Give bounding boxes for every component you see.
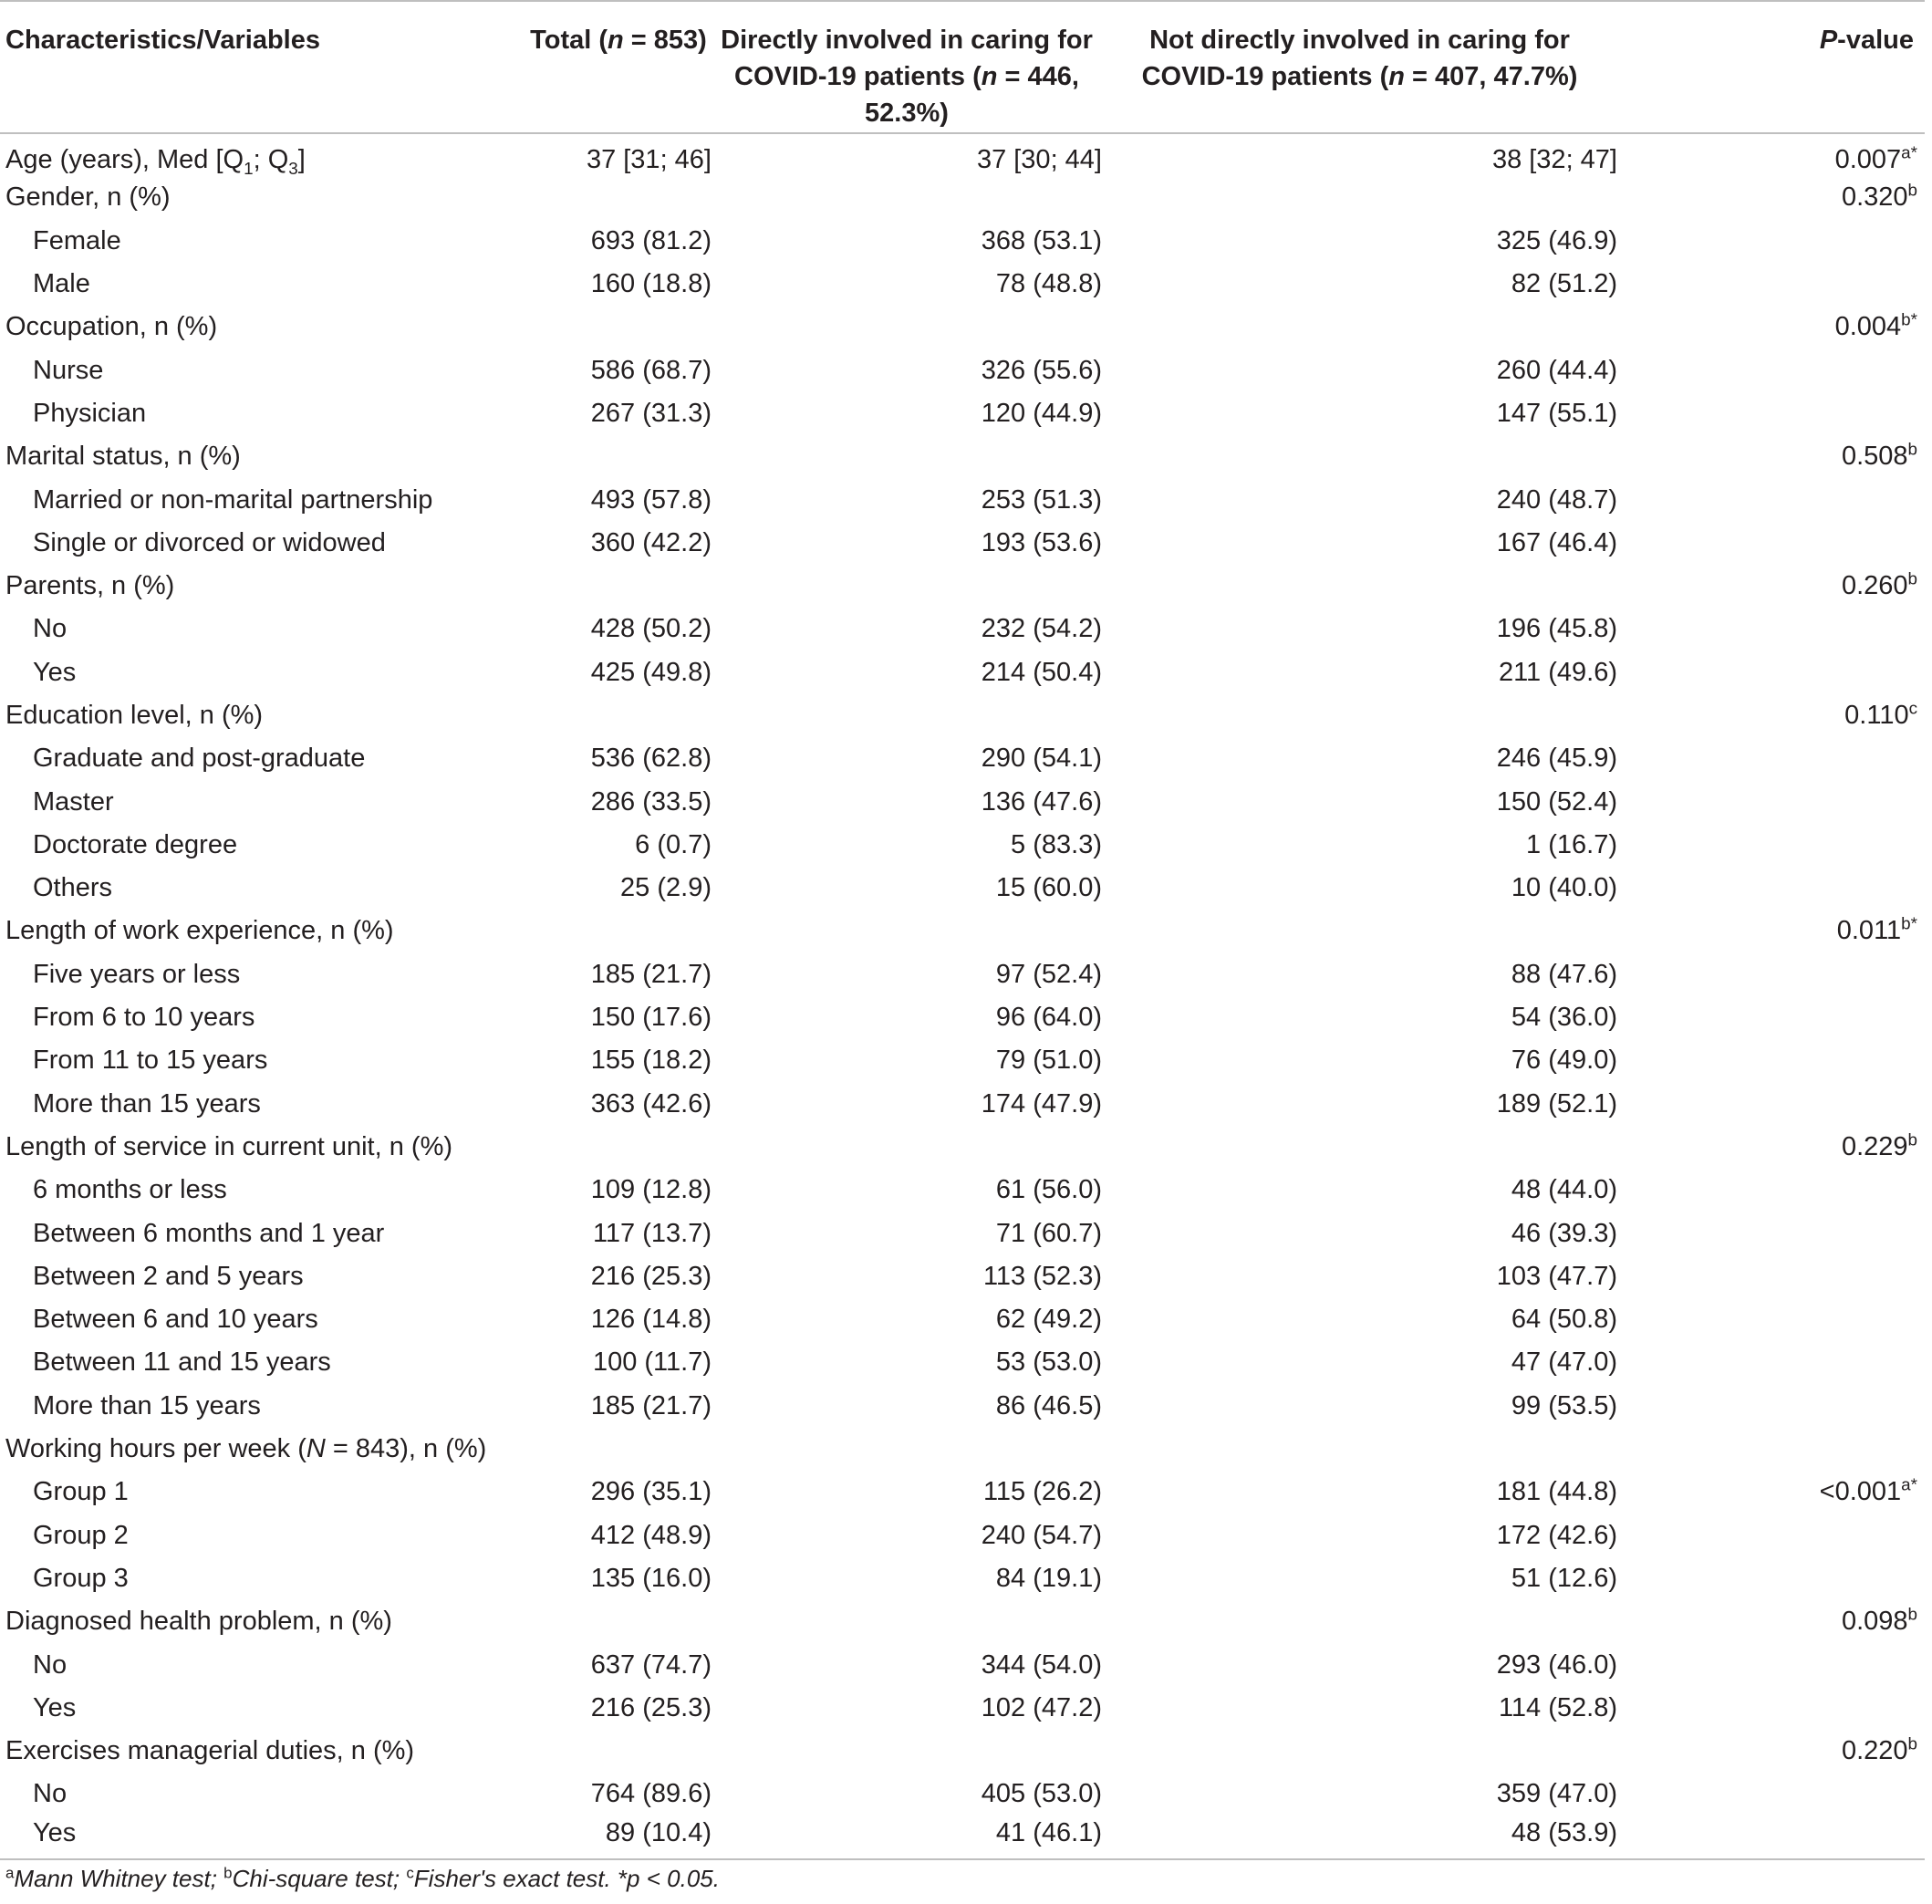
cell-not-direct: 1 (16.7) [1526,829,1617,859]
cell-total: 185 (21.7) [590,1390,712,1420]
cell-not-direct: 54 (36.0) [1511,1003,1617,1033]
cell-p-value: 0.110$^c$ [1844,698,1917,730]
row-sublabel: Physician [33,398,147,428]
header-directly-involved: Directly involved in caring for COVID-19 patients (n = 446, 52.3%) [712,1,1102,133]
cell-direct [712,435,1102,478]
table-row [0,1471,1925,1514]
cell-total: 586 (68.7) [590,355,712,385]
table-row [0,910,1925,952]
cell-direct: 368 (53.1) [981,225,1102,255]
cell-direct: 240 (54.7) [981,1520,1102,1550]
cell-total [525,565,712,608]
cell-p-value: 0.098$^b$ [1841,1604,1917,1637]
cell-not-direct: 211 (49.6) [1498,657,1617,687]
cell-p-value [1617,651,1925,694]
cell-direct [712,306,1102,349]
cell-p-value [1617,1039,1925,1082]
cell-direct: 405 (53.0) [981,1779,1102,1809]
cell-p-value [1617,1385,1925,1428]
row-sublabel: Between 6 months and 1 year [33,1218,385,1248]
cell-total [525,435,712,478]
cell-total: 216 (25.3) [590,1261,712,1291]
cell-direct: 41 (46.1) [712,1816,1102,1859]
header-p-value: P-value [1617,1,1925,133]
row-sublabel: From 11 to 15 years [33,1046,268,1076]
cell-p-value [1617,349,1925,391]
table-row [0,1083,1925,1126]
cell-p-value [1617,1298,1925,1341]
header-total: Total (n = 853) [525,1,712,133]
cell-total: 155 (18.2) [590,1046,712,1076]
row-group-label: Education level, n (%) [5,701,264,730]
row-sublabel: Male [33,269,90,299]
cell-not-direct: 189 (52.1) [1496,1088,1617,1118]
cell-total: 185 (21.7) [590,959,712,989]
cell-total: 6 (0.7) [635,829,712,859]
cell-not-direct: 10 (40.0) [1511,873,1617,903]
table-row [0,780,1925,823]
cell-p-value [1617,996,1925,1039]
cell-total: 37 [31; 46] [586,144,712,174]
cell-direct [712,565,1102,608]
row-group-label: Gender, n (%) [5,182,171,213]
table-row [0,1126,1925,1169]
cell-p-value [1617,1341,1925,1384]
cell-not-direct: 38 [32; 47] [1491,144,1617,174]
cell-not-direct [1102,910,1617,952]
cell-direct: 84 (19.1) [995,1563,1102,1593]
cell-total: 286 (33.5) [590,786,712,817]
cell-direct: 174 (47.9) [981,1088,1102,1118]
cell-not-direct: 82 (51.2) [1511,269,1617,299]
cell-direct: 5 (83.3) [1011,829,1102,859]
table-row [0,306,1925,349]
table-row [0,1557,1925,1600]
cell-total: 117 (13.7) [592,1218,712,1248]
cell-not-direct: 48 (53.9) [1102,1816,1617,1859]
cell-direct: 79 (51.0) [995,1046,1102,1076]
table-row [0,1773,1925,1816]
row-sublabel: 6 months or less [33,1175,227,1205]
cell-p-value [1617,1773,1925,1816]
table-row [0,435,1925,478]
cell-p-value: 0.508$^b$ [1841,439,1917,472]
cell-direct: 290 (54.1) [981,744,1102,774]
table-header-row [0,1,1925,133]
table-row [0,1687,1925,1730]
cell-p-value: 0.320$^b$ [1841,180,1917,213]
cell-p-value [1617,737,1925,780]
cell-total: 150 (17.6) [590,1003,712,1033]
cell-direct: 62 (49.2) [995,1305,1102,1335]
cell-p-value [1617,392,1925,435]
cell-p-value [1617,867,1925,910]
cell-total [525,694,712,737]
cell-total: 764 (89.6) [590,1779,712,1809]
cell-not-direct [1102,694,1617,737]
cell-not-direct [1102,1730,1617,1773]
cell-not-direct: 260 (44.4) [1496,355,1617,385]
cell-not-direct: 46 (39.3) [1511,1218,1617,1248]
cell-not-direct [1102,176,1617,219]
row-group-label: Length of service in current unit, n (%) [5,1131,453,1161]
table-row [0,1212,1925,1254]
cell-direct [712,1126,1102,1169]
row-sublabel: Between 6 and 10 years [33,1305,318,1335]
table-row [0,565,1925,608]
cell-p-value: $0.007^{a*}$ [1834,141,1917,174]
row-sublabel: No [33,1649,68,1680]
cell-direct: 136 (47.6) [981,786,1102,817]
cell-p-value: 0.260$^b$ [1841,568,1917,601]
row-sublabel: Single or divorced or widowed [33,527,386,557]
cell-direct: 214 (50.4) [981,657,1102,687]
cell-direct [712,176,1102,219]
cell-total: 428 (50.2) [590,614,712,644]
row-sublabel: Yes [33,657,77,687]
cell-not-direct: 167 (46.4) [1496,527,1617,557]
cell-p-value: 0.220$^b$ [1841,1733,1917,1766]
row-sublabel: Between 11 and 15 years [33,1347,331,1378]
cell-not-direct: 51 (12.6) [1511,1563,1617,1593]
cell-not-direct: 47 (47.0) [1511,1347,1617,1378]
cell-p-value [1617,478,1925,521]
table-row [0,220,1925,263]
table-row [0,392,1925,435]
cell-direct: 344 (54.0) [981,1649,1102,1680]
row-sublabel: More than 15 years [33,1088,261,1118]
cell-not-direct [1102,1428,1617,1471]
cell-total [525,910,712,952]
table-body [0,133,1925,1859]
table-row [0,176,1925,219]
cell-total: 296 (35.1) [590,1477,712,1507]
table-row [0,522,1925,565]
cell-total: 267 (31.3) [590,398,712,428]
cell-total: 637 (74.7) [590,1649,712,1680]
table-row [0,1385,1925,1428]
cell-total: 493 (57.8) [590,484,712,515]
cell-not-direct: 325 (46.9) [1496,225,1617,255]
cell-not-direct: 48 (44.0) [1511,1175,1617,1205]
cell-direct [712,910,1102,952]
cell-p-value [1617,1514,1925,1557]
cell-total: 109 (12.8) [590,1175,712,1205]
table-row [0,263,1925,306]
cell-total [525,176,712,219]
cell-p-value [1617,1083,1925,1126]
table-row [0,1255,1925,1298]
row-group-label: Working hours per week (N = 843), n (%) [5,1434,487,1464]
cell-direct: 61 (56.0) [995,1175,1102,1205]
cell-p-value [1617,1212,1925,1254]
cell-total: 160 (18.8) [590,269,712,299]
cell-total: 425 (49.8) [590,657,712,687]
cell-not-direct: 293 (46.0) [1496,1649,1617,1680]
table-row [0,1730,1925,1773]
table-row [0,737,1925,780]
header-not-directly-involved: Not directly involved in caring for COVID-19 patients (n = 407, 47.7%) [1102,1,1617,133]
table-row [0,1039,1925,1082]
table-row-age [0,133,1925,176]
table-row [0,1341,1925,1384]
table-row [0,996,1925,1039]
table-row [0,824,1925,867]
table-row [0,1169,1925,1212]
cell-total: 89 (10.4) [525,1816,712,1859]
cell-not-direct: 103 (47.7) [1496,1261,1617,1291]
cell-total: 126 (14.8) [590,1305,712,1335]
row-group-label: Occupation, n (%) [5,312,218,342]
cell-direct: 102 (47.2) [981,1692,1102,1722]
cell-direct: 97 (52.4) [995,959,1102,989]
table-footnote: $^a$Mann Whitney test; $^b$Chi-square test; $^c$Fisher's exact test. *p < 0.05. [5,1864,720,1892]
cell-direct: 326 (55.6) [981,355,1102,385]
cell-total: 216 (25.3) [590,1692,712,1722]
row-group-label: Exercises managerial duties, n (%) [5,1736,415,1766]
cell-direct: 253 (51.3) [981,484,1102,515]
table-row [0,1428,1925,1471]
cell-direct: 86 (46.5) [995,1390,1102,1420]
row-sublabel: Master [33,786,114,817]
cell-total: 693 (81.2) [590,225,712,255]
cell-direct: 113 (52.3) [982,1261,1102,1291]
table-row [0,349,1925,391]
cell-p-value [1617,824,1925,867]
table-row [0,1298,1925,1341]
cell-p-value: $0.011^{b*}$ [1836,913,1917,946]
cell-not-direct: 64 (50.8) [1511,1305,1617,1335]
cell-p-value: $<0.001^{a*}$ [1819,1474,1917,1507]
cell-p-value [1617,608,1925,650]
cell-not-direct [1102,306,1617,349]
table-row [0,953,1925,996]
row-sublabel: No [33,614,68,644]
row-sublabel: More than 15 years [33,1390,261,1420]
cell-total: 412 (48.9) [590,1520,712,1550]
cell-p-value [1617,1169,1925,1212]
cell-direct: 37 [30; 44] [976,144,1102,174]
cell-total: 360 (42.2) [590,527,712,557]
row-group-label: Marital status, n (%) [5,442,241,472]
cell-not-direct: 359 (47.0) [1496,1779,1617,1809]
row-sublabel: Group 1 [33,1477,129,1507]
cell-total: 25 (2.9) [620,873,712,903]
cell-not-direct: 181 (44.8) [1496,1477,1617,1507]
cell-not-direct: 150 (52.4) [1496,786,1617,817]
table-row [0,478,1925,521]
row-sublabel: No [33,1779,68,1809]
row-sublabel: Yes [33,1692,77,1722]
table-row [0,694,1925,737]
cell-direct [712,1730,1102,1773]
row-sublabel: Doctorate degree [33,829,238,859]
cell-total [525,1730,712,1773]
row-group-label: Diagnosed health problem, n (%) [5,1607,392,1637]
row-sublabel: Five years or less [33,959,241,989]
cell-not-direct [1102,1600,1617,1643]
cell-p-value [1617,1255,1925,1298]
row-label: Age (years), Med [$Q_1$; $Q_3$] [5,144,306,178]
cell-total: 100 (11.7) [592,1347,712,1378]
cell-direct: 232 (54.2) [981,614,1102,644]
cell-direct: 78 (48.8) [995,269,1102,299]
cell-not-direct [1102,565,1617,608]
row-sublabel: Nurse [33,355,104,385]
cell-total [525,1600,712,1643]
cell-p-value [1617,953,1925,996]
cell-total: 536 (62.8) [590,744,712,774]
cell-not-direct [1102,435,1617,478]
row-group-label: Parents, n (%) [5,571,175,601]
row-sublabel: Married or non-marital partnership [33,484,433,515]
row-sublabel: Others [33,873,113,903]
header-characteristics: Characteristics/Variables [0,1,525,133]
cell-p-value [1617,1687,1925,1730]
row-sublabel: Group 3 [33,1563,129,1593]
table-row [0,1816,1925,1859]
cell-not-direct: 114 (52.8) [1498,1692,1617,1722]
cell-not-direct: 196 (45.8) [1496,614,1617,644]
cell-direct: 71 (60.7) [995,1218,1102,1248]
cell-p-value [1617,780,1925,823]
cell-not-direct: 99 (53.5) [1511,1390,1617,1420]
table-row [0,1643,1925,1686]
row-sublabel: Yes [0,1816,525,1859]
cell-direct: 193 (53.6) [981,527,1102,557]
table-row [0,608,1925,650]
cell-not-direct: 88 (47.6) [1511,959,1617,989]
cell-direct: 115 (26.2) [982,1477,1102,1507]
cell-p-value [1617,220,1925,263]
row-sublabel: Between 2 and 5 years [33,1261,304,1291]
cell-p-value: 0.229$^b$ [1841,1129,1917,1161]
cell-not-direct: 76 (49.0) [1511,1046,1617,1076]
table-row [0,1514,1925,1557]
cell-direct [712,694,1102,737]
cell-p-value [1617,1557,1925,1600]
cell-direct: 120 (44.9) [981,398,1102,428]
cell-direct: 15 (60.0) [995,873,1102,903]
cell-direct [712,1600,1102,1643]
row-sublabel: From 6 to 10 years [33,1003,255,1033]
table-row [0,867,1925,910]
cell-total [525,1428,712,1471]
row-sublabel: Female [33,225,121,255]
cell-total [525,1126,712,1169]
cell-p-value [1617,1428,1925,1471]
cell-direct: 53 (53.0) [995,1347,1102,1378]
cell-total [525,306,712,349]
cell-not-direct: 147 (55.1) [1496,398,1617,428]
cell-p-value [1617,263,1925,306]
row-sublabel: Graduate and post-graduate [33,744,366,774]
cell-p-value: $0.004^{b*}$ [1834,309,1917,342]
cell-total: 363 (42.6) [590,1088,712,1118]
cell-not-direct: 246 (45.9) [1496,744,1617,774]
table-row [0,651,1925,694]
row-sublabel: Group 2 [33,1520,129,1550]
cell-direct: 96 (64.0) [995,1003,1102,1033]
cell-p-value [1617,1816,1925,1859]
table-row [0,1600,1925,1643]
cell-p-value [1617,522,1925,565]
cell-total: 135 (16.0) [590,1563,712,1593]
cell-not-direct: 240 (48.7) [1496,484,1617,515]
cell-not-direct [1102,1126,1617,1169]
row-group-label: Length of work experience, n (%) [5,916,394,946]
cell-p-value [1617,1643,1925,1686]
cell-not-direct: 172 (42.6) [1496,1520,1617,1550]
cell-direct [712,1428,1102,1471]
